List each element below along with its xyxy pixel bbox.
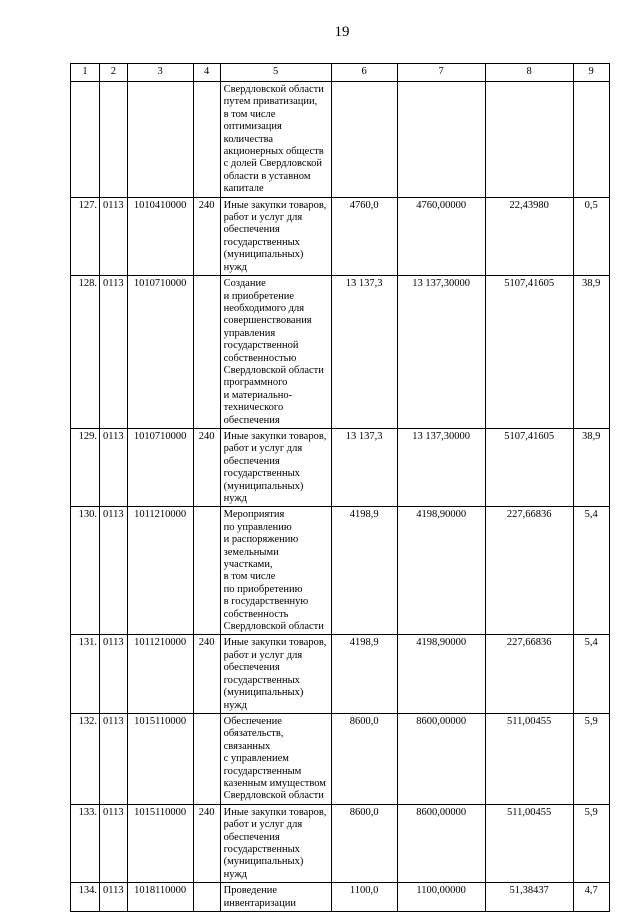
header-cell: 9 — [573, 64, 609, 82]
budget-allocation-cell — [397, 82, 485, 198]
row-number-cell: 130. — [71, 507, 100, 635]
executed-amount-cell: 511,00455 — [485, 713, 573, 804]
execution-percent-cell — [573, 82, 609, 198]
approved-amount-cell: 4198,9 — [331, 635, 397, 713]
section-code-cell — [100, 82, 128, 198]
description-cell: Иные закупки товаров, работ и услуг для обеспечения государственных (муниципальных) нужд — [220, 428, 331, 506]
header-cell: 4 — [193, 64, 220, 82]
row-number-cell: 134. — [71, 883, 100, 912]
expense-type-code-cell: 240 — [193, 635, 220, 713]
expense-type-code-cell — [193, 276, 220, 429]
target-article-code-cell: 1010710000 — [127, 276, 193, 429]
target-article-code-cell: 1015110000 — [127, 804, 193, 882]
header-cell: 7 — [397, 64, 485, 82]
section-code-cell: 0113 — [100, 635, 128, 713]
approved-amount-cell — [331, 82, 397, 198]
budget-allocation-cell: 4198,90000 — [397, 507, 485, 635]
table-row — [71, 635, 610, 713]
description-cell: Иные закупки товаров, работ и услуг для обеспечения государственных (муниципальных) нужд — [220, 804, 331, 882]
budget-allocation-cell: 4760,00000 — [397, 197, 485, 275]
header-cell: 1 — [71, 64, 100, 82]
description-cell: Иные закупки товаров, работ и услуг для обеспечения государственных (муниципальных) нужд — [220, 197, 331, 275]
execution-percent-cell: 5,9 — [573, 713, 609, 804]
expense-type-code-cell — [193, 82, 220, 198]
budget-allocation-cell: 8600,00000 — [397, 713, 485, 804]
execution-percent-cell: 5,9 — [573, 804, 609, 882]
approved-amount-cell: 8600,0 — [331, 804, 397, 882]
execution-percent-cell: 5,4 — [573, 635, 609, 713]
execution-percent-cell: 0,5 — [573, 197, 609, 275]
execution-percent-cell: 38,9 — [573, 428, 609, 506]
budget-table — [70, 63, 610, 912]
expense-type-code-cell: 240 — [193, 428, 220, 506]
section-code-cell: 0113 — [100, 428, 128, 506]
table-row — [71, 197, 610, 275]
executed-amount-cell: 511,00455 — [485, 804, 573, 882]
target-article-code-cell: 1015110000 — [127, 713, 193, 804]
expense-type-code-cell: 240 — [193, 197, 220, 275]
expense-type-code-cell — [193, 713, 220, 804]
approved-amount-cell: 13 137,3 — [331, 428, 397, 506]
executed-amount-cell: 51,38437 — [485, 883, 573, 912]
description-cell: Иные закупки товаров, работ и услуг для обеспечения государственных (муниципальных) нужд — [220, 635, 331, 713]
section-code-cell: 0113 — [100, 197, 128, 275]
executed-amount-cell: 5107,41605 — [485, 428, 573, 506]
row-number-cell: 132. — [71, 713, 100, 804]
header-cell: 2 — [100, 64, 128, 82]
approved-amount-cell: 13 137,3 — [331, 276, 397, 429]
execution-percent-cell: 5,4 — [573, 507, 609, 635]
description-cell: Проведение инвентаризации — [220, 883, 331, 912]
header-cell: 8 — [485, 64, 573, 82]
table-row — [71, 82, 610, 198]
section-code-cell: 0113 — [100, 713, 128, 804]
executed-amount-cell — [485, 82, 573, 198]
executed-amount-cell: 227,66836 — [485, 635, 573, 713]
row-number-cell: 131. — [71, 635, 100, 713]
description-cell: Свердловской области путем приватизации, в том числе оптимизация количества акционерных обществ с долей Свердловской области в уставном капитале — [220, 82, 331, 198]
approved-amount-cell: 4760,0 — [331, 197, 397, 275]
description-cell: Обеспечение обязательств, связанных с управлением государственным казенным имуществом Свердловской области — [220, 713, 331, 804]
executed-amount-cell: 227,66836 — [485, 507, 573, 635]
table-row — [71, 507, 610, 635]
row-number-cell — [71, 82, 100, 198]
expense-type-code-cell — [193, 883, 220, 912]
table-row — [71, 713, 610, 804]
expense-type-code-cell — [193, 507, 220, 635]
target-article-code-cell: 1011210000 — [127, 507, 193, 635]
description-cell: Создание и приобретение необходимого для совершенствования управления государственной собственностью Свердловской области программного и материально- технического обеспечения — [220, 276, 331, 429]
table-row — [71, 276, 610, 429]
header-cell: 5 — [220, 64, 331, 82]
header-row — [71, 64, 610, 82]
description-cell: Мероприятия по управлению и распоряжению земельными участками, в том числе по приобретению в государственную собственность Свердловской области — [220, 507, 331, 635]
execution-percent-cell: 4,7 — [573, 883, 609, 912]
row-number-cell: 129. — [71, 428, 100, 506]
table-row — [71, 428, 610, 506]
row-number-cell: 133. — [71, 804, 100, 882]
budget-allocation-cell: 8600,00000 — [397, 804, 485, 882]
target-article-code-cell: 1011210000 — [127, 635, 193, 713]
row-number-cell: 127. — [71, 197, 100, 275]
executed-amount-cell: 5107,41605 — [485, 276, 573, 429]
budget-allocation-cell: 4198,90000 — [397, 635, 485, 713]
section-code-cell: 0113 — [100, 507, 128, 635]
target-article-code-cell — [127, 82, 193, 198]
target-article-code-cell: 1018110000 — [127, 883, 193, 912]
expense-type-code-cell: 240 — [193, 804, 220, 882]
header-cell: 3 — [127, 64, 193, 82]
budget-allocation-cell: 13 137,30000 — [397, 428, 485, 506]
budget-allocation-cell: 1100,00000 — [397, 883, 485, 912]
budget-allocation-cell: 13 137,30000 — [397, 276, 485, 429]
section-code-cell: 0113 — [100, 883, 128, 912]
header-cell: 6 — [331, 64, 397, 82]
approved-amount-cell: 1100,0 — [331, 883, 397, 912]
table-row — [71, 883, 610, 912]
target-article-code-cell: 1010410000 — [127, 197, 193, 275]
execution-percent-cell: 38,9 — [573, 276, 609, 429]
row-number-cell: 128. — [71, 276, 100, 429]
section-code-cell: 0113 — [100, 276, 128, 429]
approved-amount-cell: 8600,0 — [331, 713, 397, 804]
executed-amount-cell: 22,43980 — [485, 197, 573, 275]
target-article-code-cell: 1010710000 — [127, 428, 193, 506]
page-number: 19 — [334, 24, 350, 40]
table-row — [71, 804, 610, 882]
approved-amount-cell: 4198,9 — [331, 507, 397, 635]
section-code-cell: 0113 — [100, 804, 128, 882]
